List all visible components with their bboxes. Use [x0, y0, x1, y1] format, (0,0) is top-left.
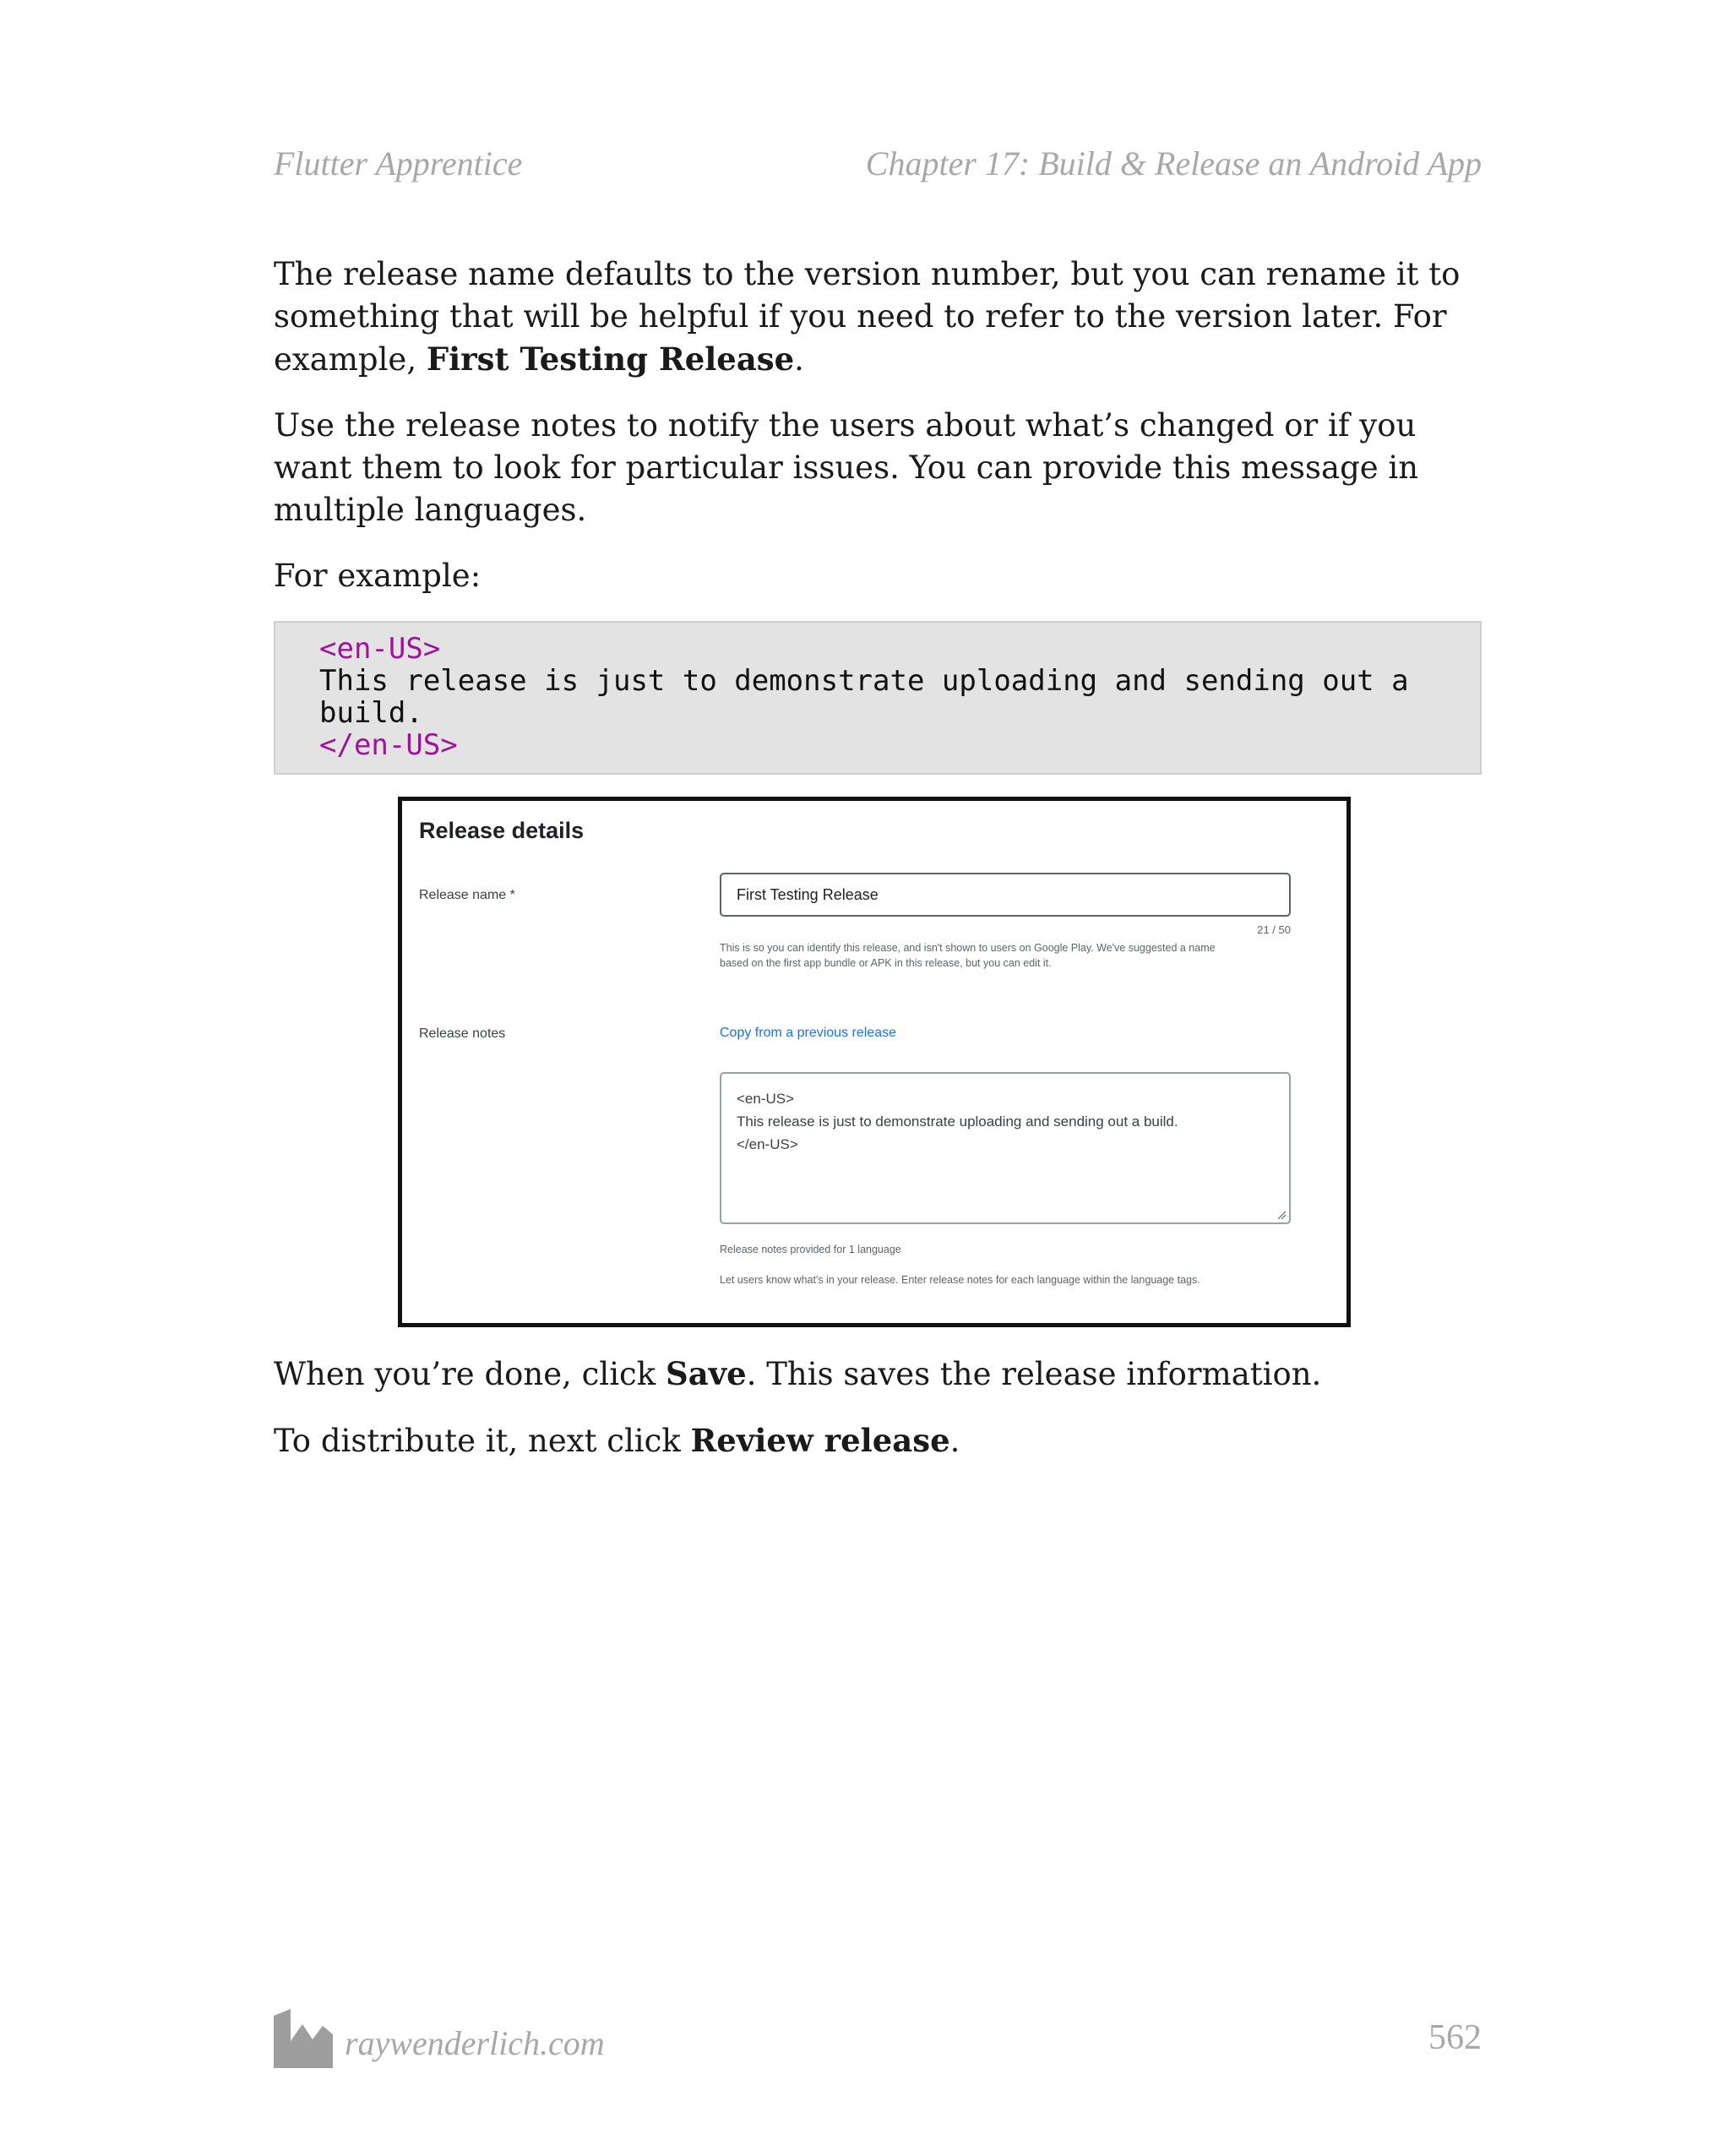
release-details-screenshot — [398, 797, 1351, 1327]
release-name-helper-line-1: This is so you can identify this release, and isn't shown to users on Google Play. We've suggested a name — [720, 942, 1216, 954]
paragraph-save: When you’re done, click Save. This saves the release information. — [274, 1355, 1322, 1392]
release-name-helper-line-2: based on the first app bundle or APK in this release, but you can edit it. — [720, 957, 1052, 969]
paragraph-review-release: To distribute it, next click Review release. — [274, 1422, 960, 1459]
paragraph-for-example: For example: — [274, 558, 481, 594]
book-title: Flutter Apprentice — [274, 144, 523, 182]
notes-close-tag: </en-US> — [737, 1136, 798, 1152]
code-block — [274, 621, 1482, 775]
bold-first-testing-release: First Testing Release — [426, 340, 795, 378]
bold-save: Save — [665, 1355, 747, 1392]
release-notes-textarea[interactable] — [720, 1072, 1291, 1224]
notes-text: This release is just to demonstrate uploading and sending out a build. — [737, 1113, 1178, 1130]
footer-site-name: raywenderlich.com — [345, 2024, 605, 2062]
release-notes-label: Release notes — [419, 1026, 506, 1041]
page-content — [274, 253, 1482, 1486]
character-counter: 21 / 50 — [1257, 923, 1291, 936]
release-notes-helper: Let users know what's in your release. Enter release notes for each language within the language tags. — [720, 1274, 1200, 1286]
code-open-tag: <en-US> — [319, 632, 441, 666]
running-header — [274, 144, 1482, 183]
notes-open-tag: <en-US> — [737, 1091, 795, 1107]
paragraph-release-notes: Use the release notes to notify the users about what’s changed or if you want them to look for particular issues. You can provide this message in multiple languages. — [274, 407, 1419, 528]
code-line-2: build. — [319, 696, 423, 730]
release-name-label: Release name * — [419, 888, 515, 902]
chapter-title: Chapter 17: Build & Release an Android App — [865, 144, 1482, 182]
page-number: 562 — [1428, 2018, 1482, 2057]
bold-review-release: Review release — [690, 1422, 950, 1459]
release-details-title: Release details — [419, 818, 585, 843]
release-notes-count: Release notes provided for 1 language — [720, 1244, 901, 1255]
copy-previous-release-link[interactable]: Copy from a previous release — [720, 1026, 896, 1040]
code-line-1: This release is just to demonstrate uploading and sending out a — [319, 664, 1409, 698]
paragraph-release-name: The release name defaults to the version number, but you can rename it to something that will be helpful if you need to refer to the version later. For example, First Testing Release. — [274, 256, 1461, 378]
resize-handle-icon[interactable] — [1276, 1210, 1287, 1220]
raywenderlich-logo-icon — [274, 2009, 333, 2068]
code-close-tag: </en-US> — [319, 728, 458, 762]
release-name-input[interactable]: First Testing Release — [720, 873, 1291, 917]
